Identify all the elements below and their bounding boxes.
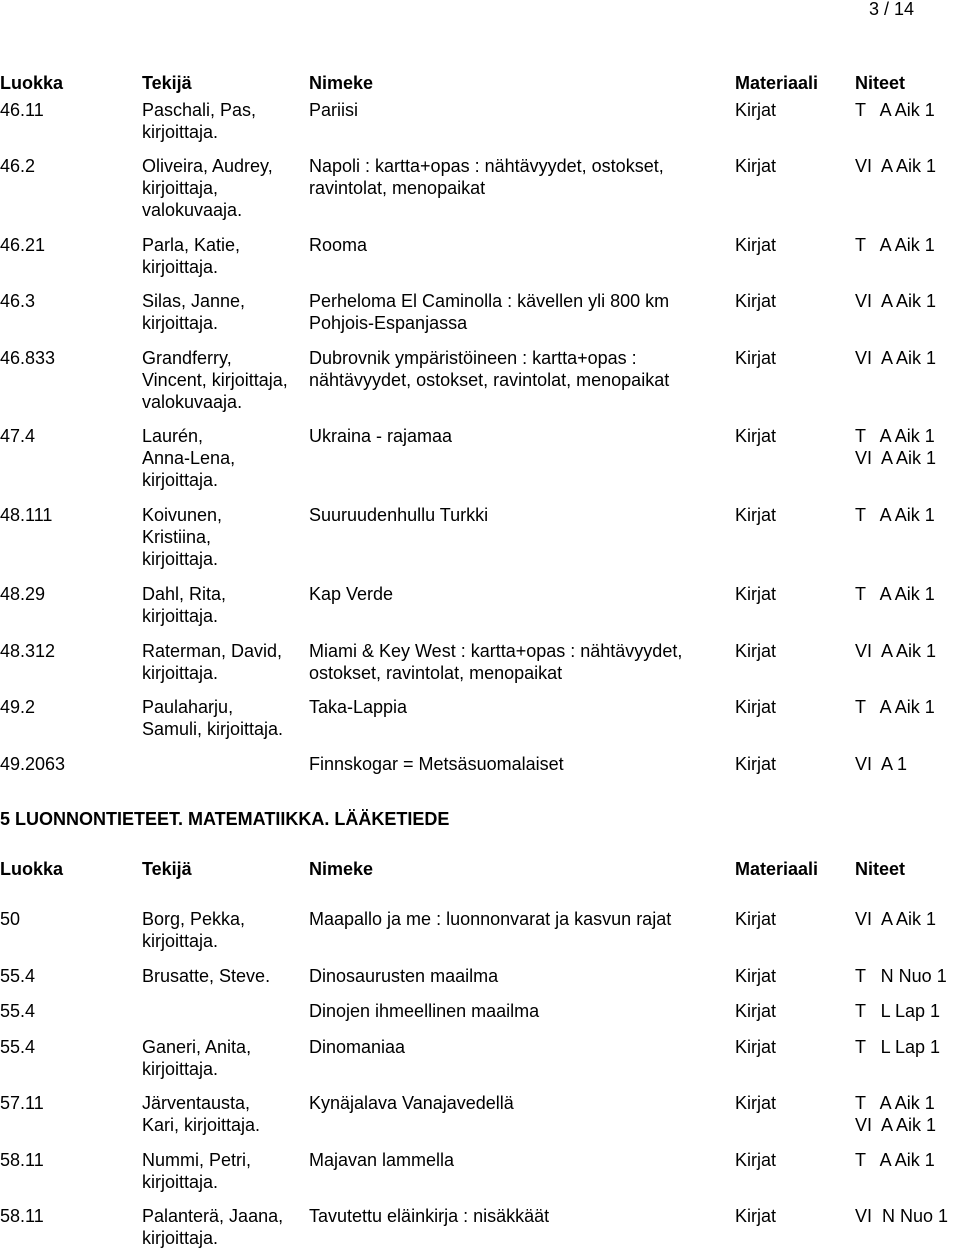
cell-materiaali: Kirjat [735, 235, 777, 255]
cell-niteet-line: VI N Nuo 1 [855, 1206, 949, 1226]
cell-tekija [142, 1036, 306, 1080]
cell-nimeke-line: Miami & Key West : kartta+opas : nähtävyydet, [309, 641, 683, 661]
cell-niteet-line: VI A Aik 1 [855, 448, 937, 468]
cell-tekija-line: Samuli, kirjoittaja. [142, 719, 284, 739]
cell-niteet-line: T N Nuo 1 [855, 966, 947, 986]
header-nimeke: Nimeke [309, 73, 374, 93]
cell-luokka: 46.11 [0, 100, 44, 120]
cell-niteet-line: T A Aik 1 [855, 235, 935, 255]
cell-materiaali: Kirjat [735, 909, 777, 929]
cell-niteet-line: T L Lap 1 [855, 1001, 941, 1021]
cell-tekija [142, 1205, 306, 1249]
cell-tekija [142, 696, 306, 740]
cell-materiaali: Kirjat [735, 641, 777, 661]
cell-nimeke-line: ravintolat, menopaikat [309, 178, 486, 198]
cell-nimeke-line: Napoli : kartta+opas : nähtävyydet, ostokset, [309, 156, 664, 176]
cell-luokka: 57.11 [0, 1093, 44, 1113]
cell-tekija [142, 583, 306, 627]
cell-luokka: 55.4 [0, 1037, 36, 1057]
cell-tekija [142, 1149, 306, 1193]
cell-tekija-line: kirjoittaja. [142, 606, 219, 626]
cell-nimeke-line: ostokset, ravintolat, menopaikat [309, 663, 563, 683]
cell-nimeke-line: Suuruudenhullu Turkki [309, 505, 489, 525]
cell-materiaali: Kirjat [735, 1001, 777, 1021]
cell-niteet-line: T L Lap 1 [855, 1037, 941, 1057]
cell-luokka: 49.2 [0, 697, 36, 717]
cell-nimeke-line: Dubrovnik ympäristöineen : kartta+opas : [309, 348, 637, 368]
cell-nimeke [309, 640, 729, 684]
cell-niteet [855, 640, 936, 662]
cell-luokka: 58.11 [0, 1150, 44, 1170]
cell-tekija-line: Koivunen, [142, 505, 223, 525]
cell-tekija [142, 425, 306, 491]
cell-nimeke-line: Finnskogar = Metsäsuomalaiset [309, 754, 564, 774]
cell-niteet [855, 696, 935, 718]
cell-tekija-line: Brusatte, Steve. [142, 966, 271, 986]
cell-materiaali: Kirjat [735, 505, 777, 525]
cell-niteet [855, 1000, 940, 1022]
cell-nimeke [309, 908, 729, 930]
cell-luokka: 58.11 [0, 1206, 44, 1226]
cell-tekija-line: Dahl, Rita, [142, 584, 227, 604]
cell-tekija [142, 1092, 306, 1136]
cell-niteet-line: T A Aik 1 [855, 426, 935, 446]
cell-tekija [142, 504, 306, 570]
cell-niteet-line: VI A 1 [855, 754, 908, 774]
cell-tekija-line: Silas, Janne, [142, 291, 246, 311]
cell-tekija-line: kirjoittaja. [142, 257, 219, 277]
cell-tekija-line: Laurén, [142, 426, 204, 446]
cell-materiaali: Kirjat [735, 291, 777, 311]
cell-niteet [855, 908, 936, 930]
cell-nimeke-line: Kap Verde [309, 584, 394, 604]
cell-nimeke [309, 1149, 729, 1171]
cell-niteet [855, 583, 935, 605]
cell-tekija-line: kirjoittaja. [142, 931, 219, 951]
cell-nimeke-line: Dinomaniaa [309, 1037, 406, 1057]
cell-niteet-line: VI A Aik 1 [855, 909, 937, 929]
header-tekija: Tekijä [142, 73, 192, 93]
cell-niteet-line: VI A Aik 1 [855, 641, 937, 661]
cell-tekija [142, 234, 306, 278]
cell-tekija [142, 908, 306, 952]
cell-materiaali: Kirjat [735, 1037, 777, 1057]
cell-nimeke [309, 234, 729, 256]
cell-materiaali: Kirjat [735, 100, 777, 120]
cell-tekija [142, 155, 306, 221]
cell-materiaali: Kirjat [735, 426, 777, 446]
cell-tekija-line: kirjoittaja. [142, 313, 219, 333]
cell-tekija-line: Raterman, David, [142, 641, 283, 661]
cell-luokka: 55.4 [0, 1001, 36, 1021]
cell-tekija-line: Oliveira, Audrey, [142, 156, 273, 176]
cell-luokka: 55.4 [0, 966, 36, 986]
cell-tekija-line: Kristiina, [142, 527, 212, 547]
cell-tekija-line: Kari, kirjoittaja. [142, 1115, 261, 1135]
header-luokka: Luokka [0, 73, 64, 93]
cell-niteet [855, 504, 935, 526]
cell-nimeke [309, 583, 729, 605]
header-luokka: Luokka [0, 859, 64, 879]
cell-tekija-line: Borg, Pekka, [142, 909, 246, 929]
page-number: 3 / 14 [868, 0, 914, 19]
cell-tekija [142, 640, 306, 684]
header-materiaali: Materiaali [735, 73, 819, 93]
cell-tekija-line: Ganeri, Anita, [142, 1037, 252, 1057]
cell-tekija-line: Parla, Katie, [142, 235, 241, 255]
cell-luokka: 46.3 [0, 291, 36, 311]
cell-tekija [142, 99, 306, 143]
cell-niteet-line: VI A Aik 1 [855, 156, 937, 176]
cell-nimeke-line: Rooma [309, 235, 368, 255]
cell-niteet [855, 1036, 940, 1058]
cell-nimeke [309, 504, 729, 526]
cell-niteet [855, 1205, 948, 1227]
cell-materiaali: Kirjat [735, 1093, 777, 1113]
cell-nimeke-line: nähtävyydet, ostokset, ravintolat, menopaikat [309, 370, 670, 390]
cell-materiaali: Kirjat [735, 966, 777, 986]
cell-nimeke [309, 99, 729, 121]
cell-niteet-line: VI A Aik 1 [855, 291, 937, 311]
header-tekija: Tekijä [142, 859, 192, 879]
cell-niteet-line: T A Aik 1 [855, 697, 935, 717]
cell-tekija-line: Järventausta, [142, 1093, 251, 1113]
cell-tekija-line: kirjoittaja. [142, 1059, 219, 1079]
cell-niteet-line: T A Aik 1 [855, 100, 935, 120]
cell-niteet [855, 1149, 935, 1171]
cell-niteet [855, 425, 936, 469]
cell-niteet [855, 290, 936, 312]
cell-nimeke [309, 155, 729, 199]
cell-niteet [855, 753, 907, 775]
cell-materiaali: Kirjat [735, 1150, 777, 1170]
cell-tekija-line: kirjoittaja. [142, 549, 219, 569]
cell-luokka: 49.2063 [0, 754, 66, 774]
cell-nimeke-line: Pariisi [309, 100, 359, 120]
cell-tekija-line: Grandferry, [142, 348, 232, 368]
cell-nimeke-line: Perheloma El Caminolla : kävellen yli 800 km [309, 291, 670, 311]
cell-niteet-line: T A Aik 1 [855, 1150, 935, 1170]
cell-nimeke [309, 425, 729, 447]
cell-nimeke [309, 753, 729, 775]
cell-nimeke-line: Majavan lammella [309, 1150, 455, 1170]
section-title: 5 LUONNONTIETEET. MATEMATIIKKA. LÄÄKETIEDE [0, 809, 450, 829]
cell-tekija-line: valokuvaaja. [142, 200, 243, 220]
cell-nimeke [309, 1036, 729, 1058]
cell-luokka: 46.2 [0, 156, 36, 176]
cell-luokka: 50 [0, 909, 21, 929]
header-nimeke: Nimeke [309, 859, 374, 879]
cell-nimeke-line: Taka-Lappia [309, 697, 408, 717]
cell-nimeke-line: Pohjois-Espanjassa [309, 313, 468, 333]
header-materiaali: Materiaali [735, 859, 819, 879]
cell-nimeke [309, 1205, 729, 1227]
cell-nimeke-line: Tavutettu eläinkirja : nisäkkäät [309, 1206, 550, 1226]
cell-tekija-line: kirjoittaja, [142, 178, 219, 198]
cell-niteet [855, 155, 936, 177]
cell-niteet [855, 965, 947, 987]
cell-tekija-line: Anna-Lena, [142, 448, 236, 468]
cell-luokka: 47.4 [0, 426, 36, 446]
cell-materiaali: Kirjat [735, 156, 777, 176]
cell-nimeke [309, 1092, 729, 1114]
cell-tekija-line: kirjoittaja. [142, 470, 219, 490]
cell-tekija-line: Palanterä, Jaana, [142, 1206, 284, 1226]
cell-niteet-line: T A Aik 1 [855, 584, 935, 604]
cell-nimeke-line: Ukraina - rajamaa [309, 426, 453, 446]
cell-nimeke-line: Dinosaurusten maailma [309, 966, 499, 986]
cell-tekija [142, 347, 306, 413]
cell-materiaali: Kirjat [735, 754, 777, 774]
cell-tekija-line: Nummi, Petri, [142, 1150, 252, 1170]
cell-tekija-line: kirjoittaja. [142, 663, 219, 683]
cell-niteet [855, 1092, 936, 1136]
header-niteet: Niteet [855, 859, 906, 879]
cell-tekija [142, 290, 306, 334]
cell-tekija [142, 965, 306, 987]
cell-niteet-line: T A Aik 1 [855, 505, 935, 525]
cell-materiaali: Kirjat [735, 1206, 777, 1226]
cell-luokka: 48.29 [0, 584, 46, 604]
table-header-1 [0, 72, 960, 94]
cell-luokka: 46.21 [0, 235, 46, 255]
cell-nimeke-line: Dinojen ihmeellinen maailma [309, 1001, 540, 1021]
cell-nimeke [309, 965, 729, 987]
cell-nimeke [309, 347, 729, 391]
table-header-2 [0, 858, 960, 880]
cell-tekija-line: Paulaharju, [142, 697, 234, 717]
cell-luokka: 46.833 [0, 348, 56, 368]
cell-tekija-line: kirjoittaja. [142, 1172, 219, 1192]
cell-tekija-line: kirjoittaja. [142, 122, 219, 142]
cell-luokka: 48.111 [0, 505, 53, 525]
cell-niteet-line: T A Aik 1 [855, 1093, 935, 1113]
cell-niteet [855, 347, 936, 369]
cell-nimeke [309, 1000, 729, 1022]
cell-niteet-line: VI A Aik 1 [855, 1115, 937, 1135]
cell-tekija-line: Vincent, kirjoittaja, [142, 370, 288, 390]
cell-materiaali: Kirjat [735, 348, 777, 368]
cell-tekija-line: Paschali, Pas, [142, 100, 257, 120]
cell-nimeke [309, 290, 729, 334]
cell-tekija-line: valokuvaaja. [142, 392, 243, 412]
header-niteet: Niteet [855, 73, 906, 93]
cell-nimeke [309, 696, 729, 718]
cell-nimeke-line: Kynäjalava Vanajavedellä [309, 1093, 514, 1113]
cell-tekija-line: kirjoittaja. [142, 1228, 219, 1248]
cell-luokka: 48.312 [0, 641, 56, 661]
cell-nimeke-line: Maapallo ja me : luonnonvarat ja kasvun rajat [309, 909, 672, 929]
cell-materiaali: Kirjat [735, 697, 777, 717]
cell-materiaali: Kirjat [735, 584, 777, 604]
cell-niteet-line: VI A Aik 1 [855, 348, 937, 368]
cell-niteet [855, 99, 935, 121]
cell-niteet [855, 234, 935, 256]
